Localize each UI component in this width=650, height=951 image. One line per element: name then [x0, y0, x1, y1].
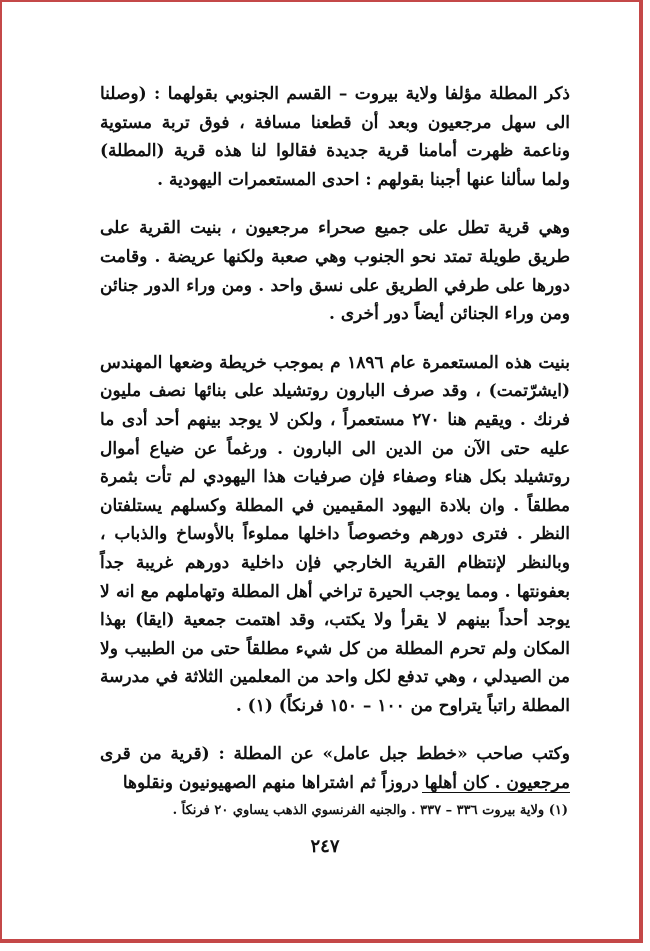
paragraph-4: وكتب صاحب «خطط جبل عامل» عن المطلة : (قرية من قرى مرجعيون . كان أهلها دروزاً ثم اشتراها منهم الصهيونيون ونقلوها: [100, 744, 570, 794]
book-page-body: [100, 80, 570, 818]
paragraph-3: بنيت هذه المستعمرة عام ١٨٩٦ م بموجب خريطة وضعها المهندس (ايشرّتمت) ، وقد صرف البارون روتشيلد على بنائها نصف مليون فرنك . ويقيم هنا ٢٧٠ مستعمراً ، ولكن لا يوجد بينهم أحد أدى ما عليه حتى الآن من الدين الى البارون . ورغماً عن ضياع أموال روتشيلد بكل هناء وصفاء فإن صرفيات هذا اليهودي لم تأت بثمرة مطلقاً . وان بلادة اليهود المقيمين في المطلة وكسلهم يستلفتان النظر . فترى دورهم وخصوصاً داخلها مملوءاً بالأوساخ والذباب ، وبالنظر لإنتظام القرية الخارجي فإن داخلية دورهم غريبة جداً بعفونتها . ومما يوجب الحيرة تراخي أهل المطلة وتهاملهم مع انه لا يوجد أحداً بينهم لا يقرأ ولا يكتب، وقد اهتمت جمعية (ايقا) بهذا المكان ولم تحرم المطلة من كل شيء مطلقاً حتى من الطبيب ولا من الصيدلي ، وهي تدفع لكل واحد من المعلمين الثلاثة في مدرسة المطلة راتباً يتراوح من ١٠٠ – ١٥٠ فرنكاً) (١) .: [100, 352, 571, 716]
page-number: ٢٤٧: [310, 836, 340, 857]
paragraph-1: ذكر المطلة مؤلفا ولاية بيروت – القسم الجنوبي بقولهما : (وصلنا الى سهل مرجعيون وبعد أن قطعنا مسافة ، فوق تربة مستوية وناعمة ظهرت أمامنا قرية جديدة فقالوا لنا هذه قرية (المطلة) ولما سألنا عنها أجبنا بقولهم : احدى المستعمرات اليهودية .: [100, 84, 570, 190]
footnote-separator: [422, 792, 570, 793]
footnote: (١) ولاية بيروت ٣٣٦ – ٣٣٧ . والجنيه الفرنسوي الذهب يساوي ٢٠ فرنكاً .: [172, 803, 568, 818]
paragraph-2: وهي قرية تطل على جميع صحراء مرجعيون ، بنيت القرية على طريق طويلة تمتد نحو الجنوب وهي صعبة ولكنها عريضة . وقامت دورها على طرفي الطريق على نسق واحد . ومن وراء الدور جنائن ومن وراء الجنائن أيضاً دور أخرى .: [100, 218, 570, 325]
